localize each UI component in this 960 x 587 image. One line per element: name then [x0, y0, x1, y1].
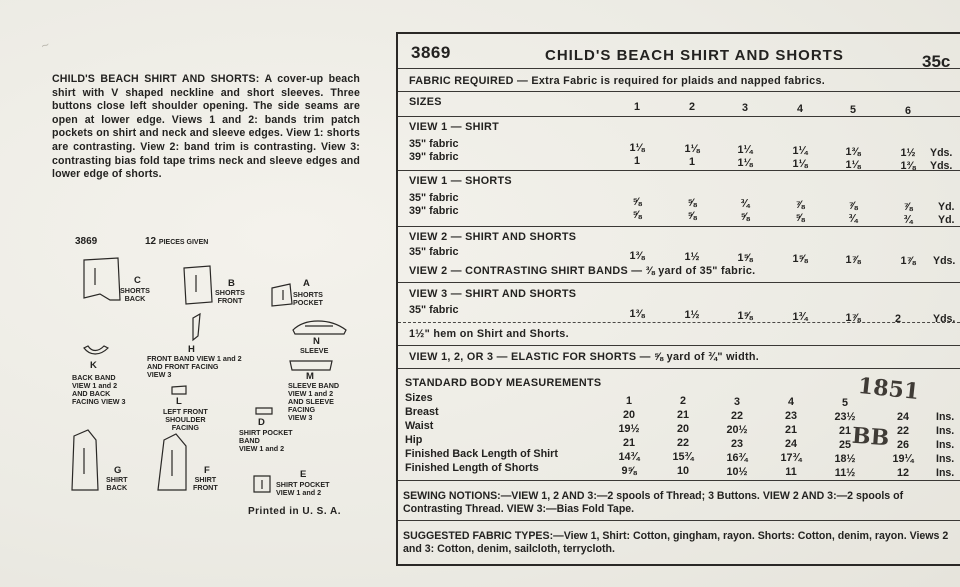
header-price: 35c — [922, 52, 951, 71]
piece-n-label: SLEEVE — [300, 346, 329, 355]
value-cell: 1½ — [900, 147, 916, 159]
piece-k-letter: K — [90, 360, 97, 371]
piece-g-label: SHIRT BACK — [106, 475, 128, 492]
measure-value-cell: 17¾ — [780, 452, 802, 465]
piece-h-label: FRONT BAND VIEW 1 and 2 AND FRONT FACING VIEW 3 — [147, 354, 242, 379]
fabric-required-note: FABRIC REQUIRED — Extra Fabric is required for plaids and napped fabrics. — [409, 75, 826, 87]
value-cell: 1⅝ — [737, 252, 753, 264]
value-cell: 1⅜ — [845, 146, 861, 158]
measure-value-cell: 9⅝ — [621, 465, 637, 477]
value-cell: 2 — [894, 313, 901, 325]
stamp-letters: BB — [851, 422, 891, 452]
value-cell: 1⅛ — [684, 143, 700, 155]
measure-value-cell: 3 — [733, 395, 740, 408]
rule — [398, 226, 960, 227]
value-cell: ⅝ — [687, 210, 697, 222]
value-cell: ⅝ — [632, 209, 642, 221]
measure-label: Sizes — [405, 392, 433, 404]
stamp-number: 1851 — [856, 372, 921, 406]
value-cell: 1 — [633, 155, 640, 167]
piece-m-label: SLEEVE BAND VIEW 1 and 2 AND SLEEVE FACING VIEW 3 — [288, 381, 340, 422]
measure-unit-cell: Ins. — [936, 439, 955, 451]
unit-cell: Yd. — [938, 214, 955, 226]
view1-shirt-title: VIEW 1 — SHIRT — [409, 121, 499, 133]
rule — [398, 116, 960, 117]
value-cell: 1½ — [684, 309, 700, 321]
rule — [398, 322, 960, 323]
piece-a-label: SHORTS POCKET — [293, 290, 323, 307]
pencil-mark: ~ — [38, 37, 52, 53]
piece-n-letter: N — [313, 336, 320, 347]
view2-bands-note: VIEW 2 — CONTRASTING SHIRT BANDS — ⅜ yard of 35" fabric. — [409, 265, 756, 277]
measure-value-cell: 15¾ — [672, 451, 694, 464]
measure-value-cell: 16¾ — [726, 451, 748, 464]
rule — [398, 520, 960, 521]
piece-c-letter: C — [134, 275, 141, 286]
rule — [398, 91, 960, 92]
measure-value-cell: 21 — [784, 424, 797, 437]
piece-l-shape — [172, 386, 186, 394]
unit-cell: Yd. — [938, 201, 955, 213]
piece-b-shape — [184, 266, 212, 304]
value-cell: 1⅜ — [629, 250, 645, 262]
piece-f-label: SHIRT FRONT — [193, 475, 218, 492]
size-cell: 3 — [741, 102, 748, 114]
piece-k-shape — [84, 346, 108, 354]
piece-f-letter: F — [204, 465, 210, 476]
measure-unit-cell: Ins. — [936, 425, 955, 437]
measure-label: Hip — [405, 434, 423, 446]
pattern-pieces-diagram — [0, 0, 380, 587]
measure-label: Finished Back Length of Shirt — [405, 448, 558, 460]
view1-shorts-row-label: 35" fabric — [409, 192, 459, 204]
measure-value-cell: 26 — [896, 439, 909, 451]
measure-value-cell: 23 — [784, 410, 797, 423]
measure-unit-cell: Ins. — [936, 453, 955, 465]
measure-value-cell: 25 — [838, 438, 851, 451]
value-cell: 1⅛ — [629, 142, 645, 154]
measure-value-cell: 23½ — [834, 410, 856, 423]
measure-value-cell: 4 — [787, 396, 794, 409]
description-body: A cover-up beach shirt with V shaped neckline and short sleeves. Three buttons close left shoulder opening. The side seams are open at lower edge. Views 1 and 2: bands trim patch pockets on shirt and neck and sleeve edges. View 1: shorts are contrasting. View 2: band trim is contrasting. View 3: contrasting bias fold tape trims neck and sleeve edges and lower edge of shorts. — [52, 73, 361, 181]
piece-e-label: SHIRT POCKET VIEW 1 and 2 — [276, 480, 330, 497]
piece-a-shape — [272, 284, 292, 306]
measure-value-cell: 21 — [676, 409, 689, 422]
measure-value-cell: 20½ — [726, 423, 748, 436]
piece-h-shape — [193, 314, 200, 340]
elastic-note: VIEW 1, 2, OR 3 — ELASTIC FOR SHORTS — ⅝ yard of ¾" width. — [409, 351, 760, 363]
measure-value-cell: 24 — [896, 411, 909, 423]
unit-cell: Yds. — [933, 313, 956, 325]
value-cell: 1⅞ — [900, 255, 916, 267]
piece-l-letter: L — [176, 396, 182, 407]
unit-cell: Yds. — [930, 160, 953, 172]
measure-value-cell: 5 — [841, 396, 848, 409]
value-cell: 1¼ — [792, 145, 808, 157]
measure-value-cell: 14¾ — [618, 451, 640, 463]
value-cell: ⅝ — [740, 211, 750, 223]
pieces-count: 12 PIECES GIVEN — [145, 236, 209, 247]
value-cell: 1⅛ — [792, 158, 808, 170]
measure-value-cell: 2 — [679, 395, 686, 408]
piece-a-letter: A — [303, 278, 310, 289]
view1-shorts-title: VIEW 1 — SHORTS — [409, 175, 512, 187]
value-cell: 1¼ — [737, 144, 753, 156]
measure-value-cell: 21 — [838, 424, 851, 437]
value-cell: 1⅝ — [792, 253, 808, 265]
piece-m-letter: M — [306, 371, 314, 382]
piece-c-shape — [84, 258, 120, 300]
measure-value-cell: 11½ — [834, 466, 856, 479]
measure-value-cell: 10 — [676, 465, 689, 478]
piece-l-label: LEFT FRONT SHOULDER FACING — [163, 407, 208, 432]
description-title: CHILD'S BEACH SHIRT AND SHORTS: — [52, 73, 260, 85]
measure-value-cell: 22 — [730, 409, 743, 422]
piece-m-shape — [290, 361, 332, 370]
value-cell: 1 — [688, 156, 695, 168]
view2-row-label: 35" fabric — [409, 246, 459, 258]
piece-b-label: SHORTS FRONT — [215, 288, 245, 305]
size-cell: 6 — [904, 105, 911, 117]
value-cell: ¾ — [903, 214, 913, 226]
rule — [398, 345, 960, 346]
view2-title: VIEW 2 — SHIRT AND SHORTS — [409, 231, 577, 243]
sewing-notions: SEWING NOTIONS:—VIEW 1, 2 AND 3:—2 spools of Thread; 3 Buttons. VIEW 2 AND 3:—2 spools of Contrasting Thread. VIEW 3:—Bias Fold Tape. — [403, 490, 904, 516]
pattern-piece-shapes — [0, 0, 380, 587]
unit-cell: Yds. — [930, 147, 953, 159]
view1-shorts-row-label: 39" fabric — [409, 205, 459, 217]
view1-shirt-row-label: 35" fabric — [409, 138, 459, 150]
piece-c-label: SHORTS BACK — [120, 286, 150, 303]
measure-value-cell: 24 — [784, 438, 797, 451]
value-cell: ⅞ — [848, 200, 858, 212]
piece-b-letter: B — [228, 278, 235, 289]
value-cell: 1⅞ — [845, 312, 861, 324]
value-cell: 1⅛ — [737, 157, 753, 169]
rule — [398, 170, 960, 171]
measure-label: Waist — [405, 420, 434, 432]
measure-value-cell: 21 — [622, 437, 635, 449]
measurements-title: STANDARD BODY MEASUREMENTS — [405, 377, 602, 389]
piece-e-letter: E — [300, 469, 307, 480]
sizes-label: SIZES — [409, 96, 442, 108]
rule — [398, 368, 960, 369]
measure-value-cell: 23 — [730, 437, 743, 450]
rule — [398, 480, 960, 481]
measure-value-cell: 22 — [676, 437, 689, 450]
piece-d-shape — [256, 408, 272, 414]
size-cell: 1 — [633, 101, 640, 113]
value-cell: ⅞ — [903, 201, 913, 213]
piece-d-letter: D — [258, 417, 265, 428]
measure-value-cell: 19½ — [618, 423, 640, 435]
value-cell: 1⅛ — [845, 159, 861, 171]
view3-title: VIEW 3 — SHIRT AND SHORTS — [409, 288, 577, 300]
measure-unit-cell: Ins. — [936, 411, 955, 423]
measure-label: Breast — [405, 406, 439, 418]
measure-unit-cell: Ins. — [936, 467, 955, 479]
piece-g-letter: G — [114, 465, 122, 476]
piece-k-label: BACK BAND VIEW 1 and 2 AND BACK FACING VIEW 3 — [72, 373, 126, 406]
value-cell: ⅞ — [795, 199, 805, 211]
piece-h-letter: H — [188, 344, 195, 355]
value-cell: ⅝ — [687, 197, 697, 209]
measure-value-cell: 20 — [676, 423, 689, 436]
suggested-fabric-types: SUGGESTED FABRIC TYPES:—View 1, Shirt: Cotton, gingham, rayon. Shorts: Cotton, denim, rayon. Views 2 and 3: Cotton, denim, sailcloth, terrycloth. — [403, 530, 949, 556]
value-cell: 1¾ — [792, 311, 808, 323]
measure-value-cell: 22 — [896, 425, 909, 437]
measure-value-cell: 11 — [785, 466, 797, 479]
value-cell: 1⅝ — [737, 310, 753, 322]
size-cell: 2 — [688, 101, 695, 113]
value-cell: 1⅞ — [845, 254, 861, 266]
size-cell: 5 — [849, 104, 856, 116]
printed-in-usa: Printed in U. S. A. — [248, 506, 342, 517]
piece-g-shape — [72, 430, 98, 490]
view1-shirt-row-label: 39" fabric — [409, 151, 459, 163]
measure-value-cell: 19¼ — [892, 453, 914, 465]
value-cell: ⅝ — [632, 196, 642, 208]
view3-row-label: 35" fabric — [409, 304, 459, 316]
value-cell: ¾ — [740, 198, 750, 210]
value-cell: 1½ — [684, 251, 700, 263]
hem-note: 1½" hem on Shirt and Shorts. — [409, 328, 569, 340]
piece-n-shape — [293, 321, 346, 334]
value-cell: 1⅜ — [629, 308, 645, 320]
measure-value-cell: 12 — [896, 467, 909, 479]
value-cell: ¾ — [848, 213, 858, 225]
measure-value-cell: 20 — [622, 409, 635, 421]
rule — [398, 282, 960, 283]
measure-value-cell: 10½ — [726, 465, 748, 478]
piece-d-label: SHIRT POCKET BAND VIEW 1 and 2 — [239, 428, 293, 453]
header-title: CHILD'S BEACH SHIRT AND SHORTS — [545, 47, 844, 64]
measure-value-cell: 18½ — [834, 452, 856, 465]
value-cell: ⅝ — [795, 212, 805, 224]
measure-label: Finished Length of Shorts — [405, 462, 539, 474]
size-cell: 4 — [796, 103, 803, 115]
rule — [398, 68, 960, 69]
pieces-pattern-number: 3869 — [75, 236, 98, 247]
measure-value-cell: 1 — [625, 395, 632, 407]
unit-cell: Yds. — [933, 255, 956, 267]
value-cell: 1⅜ — [900, 160, 916, 172]
header-pattern-number: 3869 — [411, 43, 451, 62]
